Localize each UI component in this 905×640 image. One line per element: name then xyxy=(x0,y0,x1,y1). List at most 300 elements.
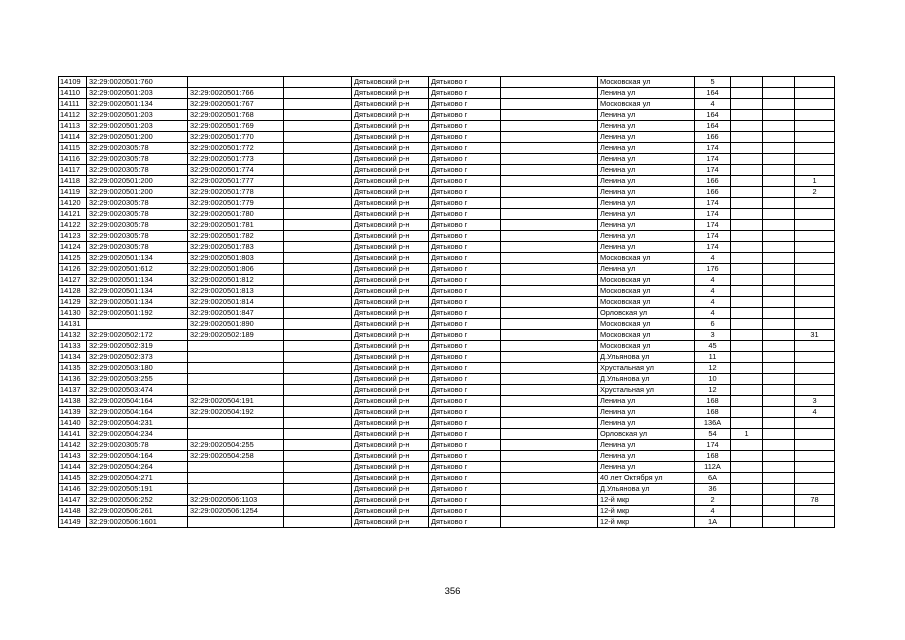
table-cell-cad1: 32:29:0020503:180 xyxy=(87,363,188,374)
table-cell-street: Ленина ул xyxy=(598,462,695,473)
table-cell-city: Дятьково г xyxy=(429,286,501,297)
table-cell-num: 14140 xyxy=(59,418,87,429)
table-cell-house: 174 xyxy=(695,143,731,154)
table-cell-num: 14149 xyxy=(59,517,87,528)
table-row xyxy=(59,451,835,462)
table-cell-blank1 xyxy=(284,143,352,154)
table-cell-district: Дятьковский р-н xyxy=(352,132,429,143)
table-cell-num: 14143 xyxy=(59,451,87,462)
table-cell-x3 xyxy=(795,352,835,363)
table-cell-blank2 xyxy=(501,198,598,209)
table-cell-x3 xyxy=(795,121,835,132)
table-row xyxy=(59,385,835,396)
table-cell-blank1 xyxy=(284,495,352,506)
table-row xyxy=(59,429,835,440)
table-cell-x2 xyxy=(763,517,795,528)
table-cell-cad2: 32:29:0020501:806 xyxy=(188,264,284,275)
table-cell-x3 xyxy=(795,341,835,352)
table-cell-city: Дятьково г xyxy=(429,297,501,308)
table-cell-district: Дятьковский р-н xyxy=(352,264,429,275)
table-cell-x1 xyxy=(731,187,763,198)
table-cell-x2 xyxy=(763,495,795,506)
table-cell-cad2: 32:29:0020506:1103 xyxy=(188,495,284,506)
table-cell-house: 164 xyxy=(695,110,731,121)
table-cell-cad1: 32:29:0020501:760 xyxy=(87,77,188,88)
table-cell-district: Дятьковский р-н xyxy=(352,495,429,506)
table-cell-cad2: 32:29:0020504:258 xyxy=(188,451,284,462)
table-cell-house: 54 xyxy=(695,429,731,440)
table-cell-num: 14135 xyxy=(59,363,87,374)
table-cell-blank2 xyxy=(501,77,598,88)
table-cell-house: 174 xyxy=(695,198,731,209)
table-row xyxy=(59,374,835,385)
table-cell-cad2 xyxy=(188,374,284,385)
table-cell-street: Хрустальная ул xyxy=(598,385,695,396)
table-cell-city: Дятьково г xyxy=(429,484,501,495)
table-cell-street: Ленина ул xyxy=(598,209,695,220)
table-cell-city: Дятьково г xyxy=(429,352,501,363)
table-cell-cad2: 32:29:0020501:890 xyxy=(188,319,284,330)
table-cell-house: 5 xyxy=(695,77,731,88)
table-cell-house: 12 xyxy=(695,385,731,396)
table-cell-street: 12-й мкр xyxy=(598,517,695,528)
table-row xyxy=(59,341,835,352)
table-cell-x1 xyxy=(731,517,763,528)
table-cell-city: Дятьково г xyxy=(429,473,501,484)
table-cell-x1 xyxy=(731,231,763,242)
table-cell-num: 14133 xyxy=(59,341,87,352)
table-cell-district: Дятьковский р-н xyxy=(352,418,429,429)
table-cell-x2 xyxy=(763,99,795,110)
table-cell-city: Дятьково г xyxy=(429,88,501,99)
table-cell-cad2: 32:29:0020501:769 xyxy=(188,121,284,132)
table-cell-x1 xyxy=(731,495,763,506)
table-cell-blank2 xyxy=(501,418,598,429)
table-cell-city: Дятьково г xyxy=(429,176,501,187)
table-cell-x1 xyxy=(731,275,763,286)
table-cell-house: 168 xyxy=(695,407,731,418)
table-cell-num: 14138 xyxy=(59,396,87,407)
table-cell-blank2 xyxy=(501,88,598,99)
table-row xyxy=(59,132,835,143)
table-cell-x2 xyxy=(763,506,795,517)
table-cell-district: Дятьковский р-н xyxy=(352,275,429,286)
table-cell-cad1: 32:29:0020501:192 xyxy=(87,308,188,319)
table-cell-cad2: 32:29:0020504:192 xyxy=(188,407,284,418)
table-cell-house: 4 xyxy=(695,308,731,319)
table-cell-cad2: 32:29:0020501:778 xyxy=(188,187,284,198)
table-cell-x2 xyxy=(763,396,795,407)
table-cell-cad1: 32:29:0020501:203 xyxy=(87,88,188,99)
table-cell-city: Дятьково г xyxy=(429,143,501,154)
table-row xyxy=(59,121,835,132)
table-cell-district: Дятьковский р-н xyxy=(352,110,429,121)
table-cell-cad1: 32:29:0020506:1601 xyxy=(87,517,188,528)
table-cell-cad1: 32:29:0020501:134 xyxy=(87,99,188,110)
table-cell-district: Дятьковский р-н xyxy=(352,341,429,352)
table-cell-num: 14134 xyxy=(59,352,87,363)
table-cell-district: Дятьковский р-н xyxy=(352,385,429,396)
table-cell-blank2 xyxy=(501,473,598,484)
table-cell-cad1: 32:29:0020501:200 xyxy=(87,187,188,198)
table-cell-x1 xyxy=(731,418,763,429)
table-cell-num: 14119 xyxy=(59,187,87,198)
table-cell-cad2 xyxy=(188,484,284,495)
table-cell-street: Ленина ул xyxy=(598,418,695,429)
table-row xyxy=(59,407,835,418)
table-cell-x2 xyxy=(763,231,795,242)
table-cell-x3 xyxy=(795,165,835,176)
table-cell-cad2 xyxy=(188,363,284,374)
table-cell-district: Дятьковский р-н xyxy=(352,165,429,176)
table-cell-x3: 1 xyxy=(795,176,835,187)
table-cell-cad1: 32:29:0020502:373 xyxy=(87,352,188,363)
table-cell-district: Дятьковский р-н xyxy=(352,154,429,165)
table-cell-city: Дятьково г xyxy=(429,209,501,220)
table-cell-cad1: 32:29:0020305:78 xyxy=(87,231,188,242)
table-cell-x1 xyxy=(731,242,763,253)
table-cell-x3 xyxy=(795,143,835,154)
table-cell-cad1: 32:29:0020504:271 xyxy=(87,473,188,484)
table-cell-city: Дятьково г xyxy=(429,264,501,275)
table-cell-house: 176 xyxy=(695,264,731,275)
table-row xyxy=(59,473,835,484)
table-cell-street: Ленина ул xyxy=(598,176,695,187)
table-cell-cad2: 32:29:0020501:766 xyxy=(188,88,284,99)
table-cell-house: 164 xyxy=(695,88,731,99)
table-cell-blank2 xyxy=(501,462,598,473)
table-cell-city: Дятьково г xyxy=(429,407,501,418)
table-cell-blank1 xyxy=(284,517,352,528)
table-cell-city: Дятьково г xyxy=(429,440,501,451)
table-cell-city: Дятьково г xyxy=(429,187,501,198)
table-cell-blank2 xyxy=(501,407,598,418)
table-cell-blank2 xyxy=(501,440,598,451)
table-cell-blank2 xyxy=(501,121,598,132)
table-cell-cad1: 32:29:0020503:255 xyxy=(87,374,188,385)
table-cell-x3 xyxy=(795,517,835,528)
table-cell-x2 xyxy=(763,297,795,308)
table-cell-x1 xyxy=(731,165,763,176)
table-cell-district: Дятьковский р-н xyxy=(352,517,429,528)
table-cell-house: 174 xyxy=(695,242,731,253)
table-cell-blank2 xyxy=(501,429,598,440)
table-row xyxy=(59,198,835,209)
table-cell-district: Дятьковский р-н xyxy=(352,462,429,473)
table-cell-x2 xyxy=(763,484,795,495)
table-cell-x3: 31 xyxy=(795,330,835,341)
table-cell-x1 xyxy=(731,176,763,187)
table-cell-cad1: 32:29:0020305:78 xyxy=(87,154,188,165)
table-cell-x2 xyxy=(763,374,795,385)
table-row xyxy=(59,418,835,429)
table-cell-district: Дятьковский р-н xyxy=(352,209,429,220)
table-cell-num: 14147 xyxy=(59,495,87,506)
table-cell-city: Дятьково г xyxy=(429,275,501,286)
table-cell-cad1: 32:29:0020305:78 xyxy=(87,143,188,154)
table-row xyxy=(59,495,835,506)
table-cell-house: 174 xyxy=(695,209,731,220)
table-cell-blank1 xyxy=(284,429,352,440)
table-cell-blank1 xyxy=(284,165,352,176)
table-cell-cad1: 32:29:0020501:200 xyxy=(87,132,188,143)
table-cell-house: 6А xyxy=(695,473,731,484)
table-cell-street: Ленина ул xyxy=(598,440,695,451)
table-cell-x2 xyxy=(763,242,795,253)
table-cell-x2 xyxy=(763,330,795,341)
table-cell-x1 xyxy=(731,209,763,220)
table-cell-x2 xyxy=(763,154,795,165)
table-cell-x1 xyxy=(731,440,763,451)
table-cell-num: 14111 xyxy=(59,99,87,110)
table-cell-x1 xyxy=(731,341,763,352)
table-cell-cad2 xyxy=(188,462,284,473)
table-cell-num: 14141 xyxy=(59,429,87,440)
table-cell-district: Дятьковский р-н xyxy=(352,121,429,132)
table-row xyxy=(59,165,835,176)
table-cell-cad1: 32:29:0020506:261 xyxy=(87,506,188,517)
table-cell-district: Дятьковский р-н xyxy=(352,220,429,231)
table-cell-blank2 xyxy=(501,220,598,231)
table-cell-blank2 xyxy=(501,517,598,528)
table-cell-city: Дятьково г xyxy=(429,506,501,517)
table-cell-x3 xyxy=(795,264,835,275)
table-cell-x3 xyxy=(795,484,835,495)
table-cell-street: Ленина ул xyxy=(598,165,695,176)
table-cell-street: Д.Ульянова ул xyxy=(598,484,695,495)
table-cell-x1: 1 xyxy=(731,429,763,440)
table-cell-num: 14112 xyxy=(59,110,87,121)
table-cell-city: Дятьково г xyxy=(429,231,501,242)
table-cell-blank2 xyxy=(501,484,598,495)
table-row xyxy=(59,220,835,231)
table-cell-blank2 xyxy=(501,297,598,308)
table-cell-street: Ленина ул xyxy=(598,154,695,165)
table-cell-house: 168 xyxy=(695,396,731,407)
table-cell-x2 xyxy=(763,132,795,143)
table-cell-city: Дятьково г xyxy=(429,462,501,473)
table-cell-num: 14124 xyxy=(59,242,87,253)
table-cell-street: Московская ул xyxy=(598,341,695,352)
table-cell-cad1: 32:29:0020502:172 xyxy=(87,330,188,341)
table-cell-city: Дятьково г xyxy=(429,374,501,385)
table-cell-blank2 xyxy=(501,110,598,121)
table-cell-blank1 xyxy=(284,297,352,308)
table-cell-x2 xyxy=(763,198,795,209)
table-cell-cad2 xyxy=(188,418,284,429)
table-cell-x3 xyxy=(795,209,835,220)
table-cell-x3: 4 xyxy=(795,407,835,418)
table-cell-district: Дятьковский р-н xyxy=(352,99,429,110)
table-cell-city: Дятьково г xyxy=(429,341,501,352)
table-cell-x3 xyxy=(795,418,835,429)
table-cell-house: 174 xyxy=(695,231,731,242)
table-cell-x2 xyxy=(763,385,795,396)
table-cell-num: 14139 xyxy=(59,407,87,418)
table-row xyxy=(59,99,835,110)
table-cell-num: 14142 xyxy=(59,440,87,451)
table-cell-street: Ленина ул xyxy=(598,451,695,462)
table-cell-x3 xyxy=(795,297,835,308)
table-cell-cad2: 32:29:0020501:768 xyxy=(188,110,284,121)
table-cell-x3 xyxy=(795,88,835,99)
table-cell-num: 14121 xyxy=(59,209,87,220)
table-cell-cad1: 32:29:0020501:134 xyxy=(87,286,188,297)
table-cell-cad1: 32:29:0020503:474 xyxy=(87,385,188,396)
table-cell-street: Ленина ул xyxy=(598,220,695,231)
table-cell-house: 3 xyxy=(695,330,731,341)
table-cell-street: Ленина ул xyxy=(598,198,695,209)
table-row xyxy=(59,187,835,198)
table-cell-blank1 xyxy=(284,220,352,231)
table-row xyxy=(59,352,835,363)
table-row xyxy=(59,275,835,286)
table-cell-x1 xyxy=(731,121,763,132)
table-cell-num: 14136 xyxy=(59,374,87,385)
table-row xyxy=(59,143,835,154)
table-cell-city: Дятьково г xyxy=(429,429,501,440)
table-cell-blank2 xyxy=(501,363,598,374)
table-row xyxy=(59,209,835,220)
table-cell-street: Ленина ул xyxy=(598,264,695,275)
table-cell-x2 xyxy=(763,88,795,99)
table-cell-x1 xyxy=(731,99,763,110)
table-cell-num: 14146 xyxy=(59,484,87,495)
table-cell-x1 xyxy=(731,132,763,143)
table-cell-x1 xyxy=(731,451,763,462)
table-cell-cad2: 32:29:0020501:779 xyxy=(188,198,284,209)
table-cell-street: 40 лет Октября ул xyxy=(598,473,695,484)
table-cell-x3 xyxy=(795,99,835,110)
table-cell-street: Д.Ульянова ул xyxy=(598,352,695,363)
table-cell-house: 4 xyxy=(695,506,731,517)
table-cell-street: Московская ул xyxy=(598,297,695,308)
table-cell-district: Дятьковский р-н xyxy=(352,506,429,517)
table-cell-x3 xyxy=(795,308,835,319)
table-cell-cad2: 32:29:0020501:847 xyxy=(188,308,284,319)
table-cell-city: Дятьково г xyxy=(429,242,501,253)
table-cell-street: Ленина ул xyxy=(598,396,695,407)
table-cell-blank2 xyxy=(501,253,598,264)
table-cell-x1 xyxy=(731,143,763,154)
table-cell-x1 xyxy=(731,396,763,407)
table-cell-cad1: 32:29:0020305:78 xyxy=(87,165,188,176)
table-cell-x2 xyxy=(763,407,795,418)
table-cell-blank1 xyxy=(284,451,352,462)
table-cell-blank1 xyxy=(284,407,352,418)
table-cell-street: Московская ул xyxy=(598,330,695,341)
table-cell-x3 xyxy=(795,440,835,451)
table-cell-x2 xyxy=(763,440,795,451)
table-cell-cad2: 32:29:0020501:774 xyxy=(188,165,284,176)
table-cell-num: 14145 xyxy=(59,473,87,484)
table-cell-cad2: 32:29:0020501:813 xyxy=(188,286,284,297)
table-row xyxy=(59,231,835,242)
table-cell-cad1: 32:29:0020501:200 xyxy=(87,176,188,187)
table-cell-district: Дятьковский р-н xyxy=(352,429,429,440)
table-row xyxy=(59,110,835,121)
table-cell-city: Дятьково г xyxy=(429,132,501,143)
table-cell-cad2 xyxy=(188,517,284,528)
table-cell-house: 1А xyxy=(695,517,731,528)
table-cell-city: Дятьково г xyxy=(429,330,501,341)
table-cell-blank2 xyxy=(501,154,598,165)
table-cell-x2 xyxy=(763,143,795,154)
table-cell-cad1: 32:29:0020501:134 xyxy=(87,275,188,286)
table-cell-num: 14123 xyxy=(59,231,87,242)
table-cell-city: Дятьково г xyxy=(429,121,501,132)
table-cell-blank1 xyxy=(284,308,352,319)
table-cell-blank1 xyxy=(284,286,352,297)
table-cell-blank2 xyxy=(501,319,598,330)
table-cell-house: 168 xyxy=(695,451,731,462)
table-cell-cad1: 32:29:0020305:78 xyxy=(87,198,188,209)
table-cell-num: 14132 xyxy=(59,330,87,341)
table-cell-street: Московская ул xyxy=(598,99,695,110)
table-cell-cad2: 32:29:0020501:777 xyxy=(188,176,284,187)
table-cell-blank2 xyxy=(501,396,598,407)
table-cell-num: 14148 xyxy=(59,506,87,517)
table-cell-city: Дятьково г xyxy=(429,308,501,319)
table-cell-blank1 xyxy=(284,484,352,495)
table-cell-x3 xyxy=(795,132,835,143)
table-cell-num: 14117 xyxy=(59,165,87,176)
table-cell-cad1: 32:29:0020501:203 xyxy=(87,110,188,121)
table-cell-district: Дятьковский р-н xyxy=(352,198,429,209)
table-cell-cad1: 32:29:0020502:319 xyxy=(87,341,188,352)
table-cell-cad2: 32:29:0020501:780 xyxy=(188,209,284,220)
table-cell-street: Орловская ул xyxy=(598,429,695,440)
table-cell-city: Дятьково г xyxy=(429,451,501,462)
table-cell-district: Дятьковский р-н xyxy=(352,176,429,187)
table-cell-cad2: 32:29:0020501:803 xyxy=(188,253,284,264)
table-cell-city: Дятьково г xyxy=(429,385,501,396)
table-cell-num: 14116 xyxy=(59,154,87,165)
table-cell-cad1: 32:29:0020504:164 xyxy=(87,451,188,462)
table-cell-x2 xyxy=(763,264,795,275)
table-cell-district: Дятьковский р-н xyxy=(352,407,429,418)
table-cell-num: 14137 xyxy=(59,385,87,396)
table-cell-x1 xyxy=(731,220,763,231)
table-cell-blank1 xyxy=(284,187,352,198)
table-cell-city: Дятьково г xyxy=(429,495,501,506)
table-cell-blank1 xyxy=(284,99,352,110)
table-cell-city: Дятьково г xyxy=(429,110,501,121)
table-cell-cad2 xyxy=(188,385,284,396)
table-cell-blank2 xyxy=(501,264,598,275)
table-cell-blank1 xyxy=(284,352,352,363)
table-cell-street: Московская ул xyxy=(598,286,695,297)
table-cell-x1 xyxy=(731,154,763,165)
table-cell-cad1: 32:29:0020504:164 xyxy=(87,396,188,407)
table-cell-blank1 xyxy=(284,264,352,275)
table-cell-x3 xyxy=(795,319,835,330)
table-cell-district: Дятьковский р-н xyxy=(352,374,429,385)
table-cell-blank1 xyxy=(284,506,352,517)
table-cell-street: Ленина ул xyxy=(598,242,695,253)
table-cell-blank2 xyxy=(501,275,598,286)
table-cell-x2 xyxy=(763,110,795,121)
table-cell-blank2 xyxy=(501,385,598,396)
table-cell-blank1 xyxy=(284,385,352,396)
table-cell-num: 14128 xyxy=(59,286,87,297)
table-cell-blank1 xyxy=(284,231,352,242)
table-cell-cad2 xyxy=(188,429,284,440)
table-cell-blank1 xyxy=(284,176,352,187)
table-cell-x3 xyxy=(795,231,835,242)
table-cell-cad2: 32:29:0020501:770 xyxy=(188,132,284,143)
table-cell-district: Дятьковский р-н xyxy=(352,484,429,495)
